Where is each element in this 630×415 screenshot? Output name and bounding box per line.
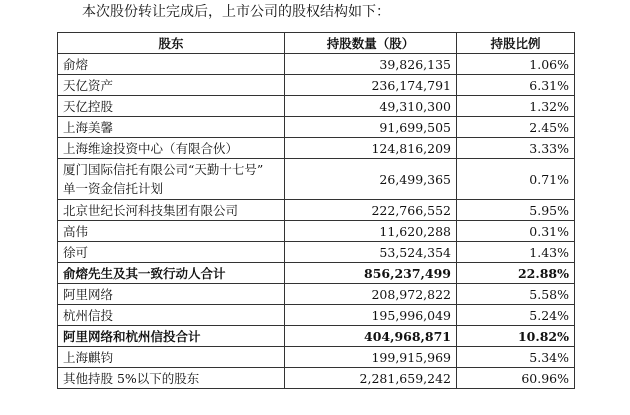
holder-name: 俞熔 bbox=[58, 54, 285, 75]
share-ratio: 0.71% bbox=[457, 159, 575, 200]
holder-name bbox=[58, 159, 285, 200]
header-shares: 持股数量（股） bbox=[285, 33, 457, 54]
subtotal-row bbox=[58, 263, 575, 284]
share-ratio: 1.32% bbox=[457, 96, 575, 117]
share-ratio: 60.96% bbox=[457, 368, 575, 389]
holder-name-line-1: 厦门国际信托有限公司“天勤十七号” bbox=[63, 162, 264, 177]
share-count: 222,766,552 bbox=[285, 200, 457, 221]
holder-name: 徐可 bbox=[58, 242, 285, 263]
share-count: 49,310,300 bbox=[285, 96, 457, 117]
share-ratio: 3.33% bbox=[457, 138, 575, 159]
holder-name: 上海麒钧 bbox=[58, 347, 285, 368]
share-ratio: 5.58% bbox=[457, 284, 575, 305]
share-count: 11,620,288 bbox=[285, 221, 457, 242]
holder-name: 高伟 bbox=[58, 221, 285, 242]
table-row bbox=[58, 138, 575, 159]
share-ratio: 22.88% bbox=[457, 263, 575, 284]
share-ratio: 5.24% bbox=[457, 305, 575, 326]
share-ratio: 6.31% bbox=[457, 75, 575, 96]
table-row bbox=[58, 117, 575, 138]
header-ratio: 持股比例 bbox=[457, 33, 575, 54]
holder-name-line-2: 单一资金信托计划 bbox=[63, 181, 164, 196]
holder-name: 阿里网络 bbox=[58, 284, 285, 305]
share-count: 53,524,354 bbox=[285, 242, 457, 263]
holder-name: 俞熔先生及其一致行动人合计 bbox=[58, 263, 285, 284]
share-count: 208,972,822 bbox=[285, 284, 457, 305]
table-row bbox=[58, 200, 575, 221]
share-count: 856,237,499 bbox=[285, 263, 457, 284]
table-row bbox=[58, 159, 575, 200]
share-ratio: 10.82% bbox=[457, 326, 575, 347]
table-row bbox=[58, 75, 575, 96]
holder-name: 北京世纪长河科技集团有限公司 bbox=[58, 200, 285, 221]
share-ratio: 5.34% bbox=[457, 347, 575, 368]
share-count: 195,996,049 bbox=[285, 305, 457, 326]
table-row bbox=[58, 347, 575, 368]
shareholding-table bbox=[57, 32, 575, 389]
header-holder: 股东 bbox=[58, 33, 285, 54]
share-ratio: 1.43% bbox=[457, 242, 575, 263]
holder-name: 天亿控股 bbox=[58, 96, 285, 117]
table-header-row bbox=[58, 33, 575, 54]
table-row bbox=[58, 368, 575, 389]
share-count: 404,968,871 bbox=[285, 326, 457, 347]
holder-name: 上海维途投资中心（有限合伙） bbox=[58, 138, 285, 159]
share-ratio: 2.45% bbox=[457, 117, 575, 138]
share-ratio: 0.31% bbox=[457, 221, 575, 242]
table-row bbox=[58, 96, 575, 117]
subtotal-row bbox=[58, 326, 575, 347]
holder-name: 上海美馨 bbox=[58, 117, 285, 138]
table-row bbox=[58, 221, 575, 242]
table-row bbox=[58, 305, 575, 326]
holder-name: 天亿资产 bbox=[58, 75, 285, 96]
holder-name: 其他持股 5%以下的股东 bbox=[58, 368, 285, 389]
share-ratio: 5.95% bbox=[457, 200, 575, 221]
share-count: 39,826,135 bbox=[285, 54, 457, 75]
share-count: 26,499,365 bbox=[285, 159, 457, 200]
share-count: 124,816,209 bbox=[285, 138, 457, 159]
share-count: 91,699,505 bbox=[285, 117, 457, 138]
holder-name: 阿里网络和杭州信投合计 bbox=[58, 326, 285, 347]
table-row bbox=[58, 284, 575, 305]
intro-text: 本次股份转让完成后，上市公司的股权结构如下： bbox=[82, 4, 390, 20]
holder-name: 杭州信投 bbox=[58, 305, 285, 326]
share-count: 2,281,659,242 bbox=[285, 368, 457, 389]
table-row bbox=[58, 242, 575, 263]
share-count: 199,915,969 bbox=[285, 347, 457, 368]
table-row bbox=[58, 54, 575, 75]
share-ratio: 1.06% bbox=[457, 54, 575, 75]
share-count: 236,174,791 bbox=[285, 75, 457, 96]
